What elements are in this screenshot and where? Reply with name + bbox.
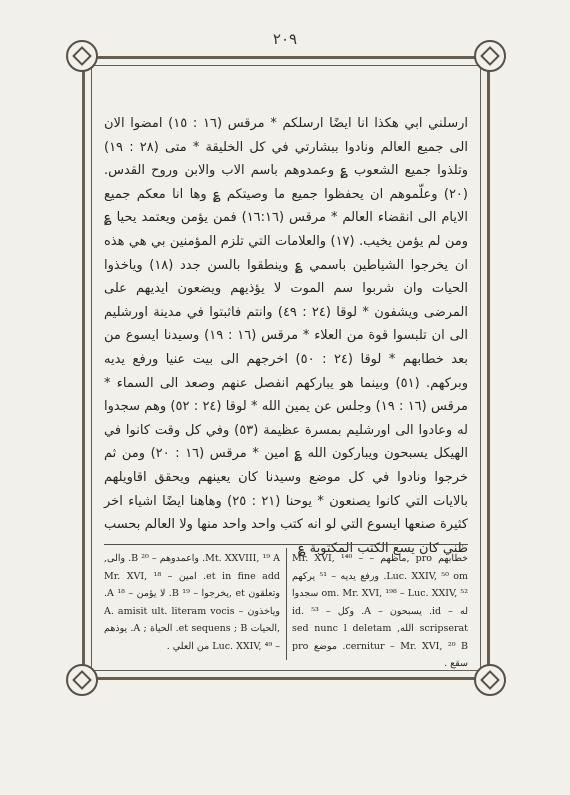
page-number: ۲۰۹ <box>272 30 298 48</box>
footnote-rule <box>104 544 468 545</box>
main-text: ارسلني ابي هكذا انا ايضًا ارسلكم * مرقس (١٦ : ١٥) امضوا الان الى جميع العالم ونادوا ببشارتي في كل الخليقة * متى (٢٨ : ١٩) وتلذوا جميع الشعوب ؏ وعمدوهم باسم الاب والابن وروح القدس. (٢٠) وعلّموهم ان يحفظوا جميع ما وصيتكم ؏ وها انا معكم جميع الايام الى انقضاء العالم * مرقس (١٦:١٦) فمن يؤمن ويعتمد يحيا ؏ ومن لم يؤمن يخيب. (١٧) والعلامات التي تلزم المؤمنين بي هي هذه ان يخرجوا الشياطين باسمي ؏ وينطقوا بالسن جدد (١٨) وياخذوا الحيات وان شربوا سم الموت لا يؤذيهم ويضعون ايديهم على المرضى ويشفون * لوقا (٢٤ : ٤٩) وانتم فاثبتوا في مدينة اورشليم الى ان تلبسوا قوة من العلاء * مرقس (١٦ : ١٩) وسيدنا ايسوع من بعد خطابهم * لوقا (٢٤ : ٥٠) اخرجهم الى بيت عنيا ورفع يديه وبركهم. (٥١) وبينما هو يباركهم انفصل عنهم وصعد الى السماء * مرقس (١٦ : ١٩) وجلس عن يمين الله * لوقا (٢٤ : ٥٢) وهم سجدوا له وعادوا الى اورشليم بمسرة عظيمة (٥٣) وفي كل وقت كانوا في الهيكل يسبحون ويباركون الله ؏ امين * مرقس (١٦ : ٢٠) ومن ثم خرجوا ونادوا في كل موضع وسيدنا كان يعينهم ويحقق اقاويلهم بالايات التي كانوا يصنعون * يوحنا (٢١ : ٢٥) وهاهنا ايضًا اشياء اخر كثيرة صنعها ايسوع التي لو انه كتب واحد واحد منها ولا العالم بحسب ظني كان يسع الكتب المكتوبة ؏ <box>104 116 468 556</box>
corner-ornament-top-left <box>66 40 98 72</box>
footnote-column-divider <box>286 548 287 660</box>
corner-ornament-bottom-left <box>66 664 98 696</box>
corner-ornament-top-right <box>474 40 506 72</box>
footnotes-left-column: Mt. XXVIII, ¹⁹ A. واعمدوهم – ²⁰ B. والى, et in fine add. امين – Mr. XVI, ¹⁸ وتعلقون et ,يخرجوا – ¹⁹ B. لا يؤمن – ¹⁸ A. وياخذون – A. amisit ult. literam vocis ,الحيات et sequens ; B. الحياة ; A. يوذهم – Luc. XXIV, ⁴⁹ من العلي . <box>104 553 281 652</box>
footnotes-right-column: خطابهم pro ,ماظهم – Mr. XVI, ¹⁴⁰ – Luc. XXIV, ⁵⁰ om. ورفع يديه – ⁵¹ يركهم om. Mr. XVI, ¹⁹⁸ – Luc. XXIV, ⁵² سجدوا له – id. يسبحون – A. وكل – ⁵³ id. scripserat الله, sed nunc l deletam cernitur – Mr. XVI, ²⁰ B. موضع pro سقع . <box>292 553 468 669</box>
corner-ornament-bottom-right <box>474 664 506 696</box>
